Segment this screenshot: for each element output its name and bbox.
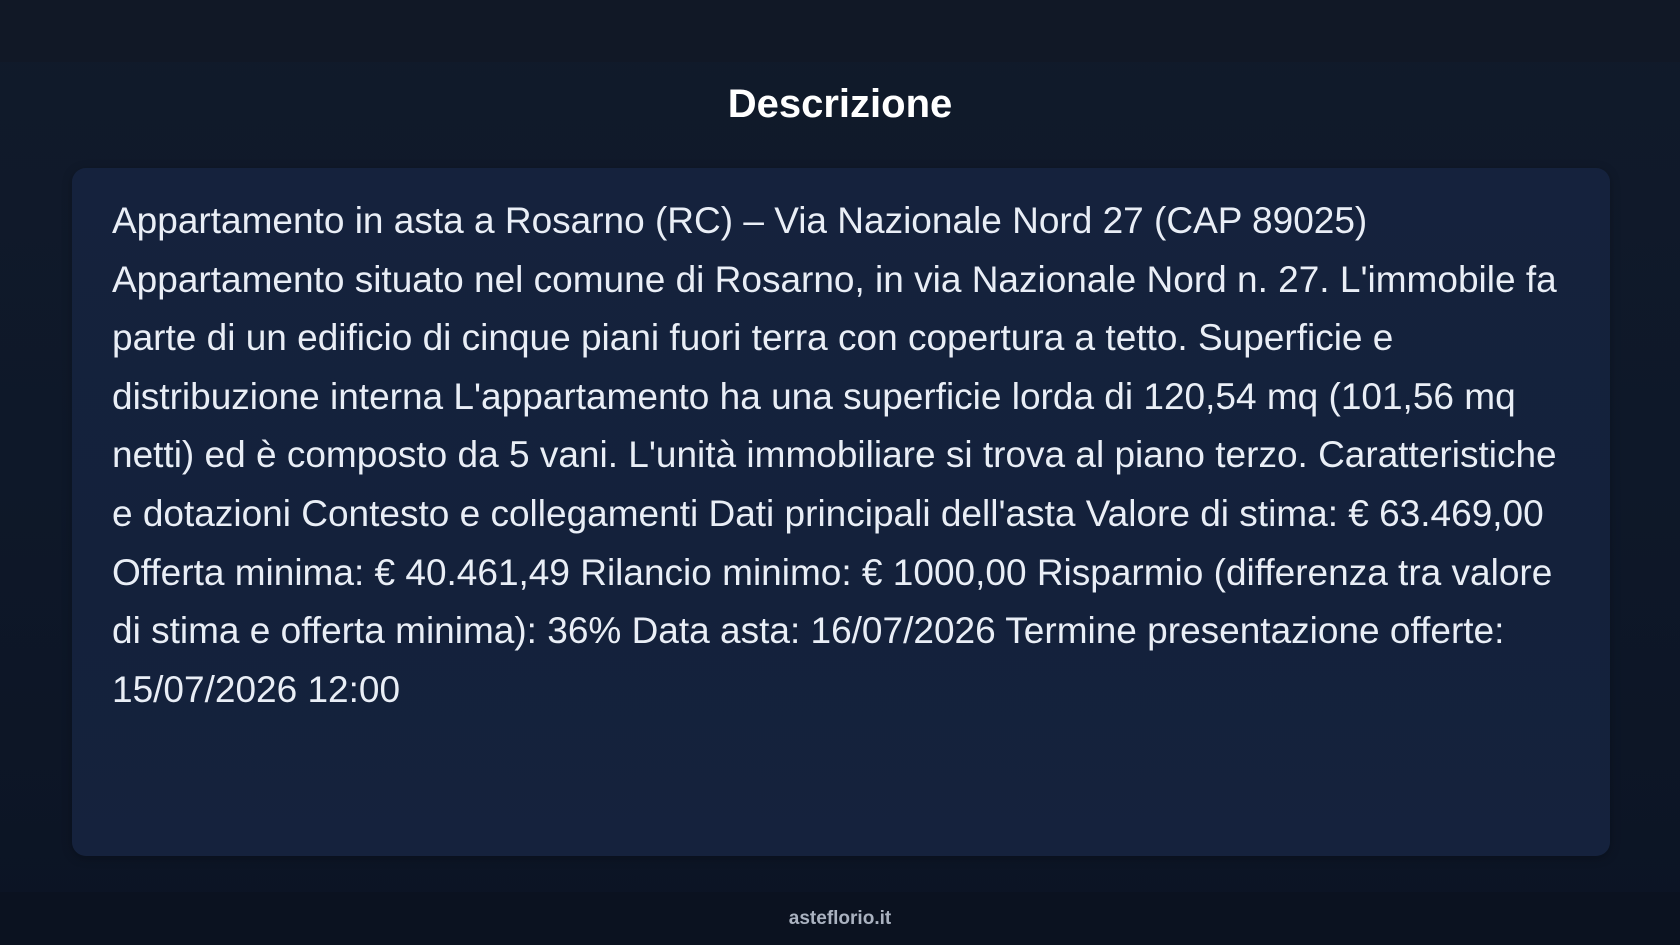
description-card (72, 168, 1610, 856)
top-band (0, 0, 1680, 62)
footer (0, 892, 1680, 945)
description-text: Appartamento in asta a Rosarno (RC) – Via Nazionale Nord 27 (CAP 89025) Appartamento situato nel comune di Rosarno, in via Nazionale Nord n. 27. L'immobile fa parte di un edificio di cinque piani fuori terra con copertura a tetto. Superficie e distribuzione interna L'appartamento ha una superficie lorda di 120,54 mq (101,56 mq netti) ed è composto da 5 vani. L'unità immobiliare si trova al piano terzo. Caratteristiche e dotazioni Contesto e collegamenti Dati principali dell'asta Valore di stima: € 63.469,00 Offerta minima: € 40.461,49 Rilancio minimo: € 1000,00 Risparmio (differenza tra valore di stima e offerta minima): 36% Data asta: 16/07/2026 Termine presentazione offerte: 15/07/2026 12:00 (112, 200, 1557, 710)
page-title: Descrizione (727, 82, 953, 126)
footer-brand-link[interactable]: asteflorio.it (788, 907, 892, 929)
